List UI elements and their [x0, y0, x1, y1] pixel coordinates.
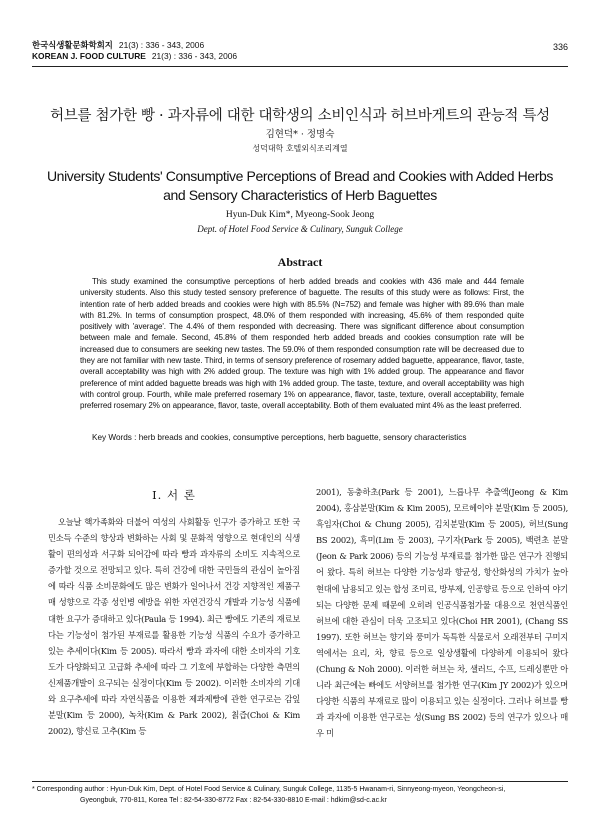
keywords-text: herb breads and cookies, consumptive perceptions, herb baguette, sensory characteristics [138, 433, 467, 442]
footnote-line1: * Corresponding author : Hyun-Duk Kim, Dept. of Hotel Food Service & Culinary, Sunguk College, 1135-5 Hwanam-ri, Sinnyeong-myeon, Yeongcheon-si, [32, 786, 506, 793]
body-text-left: 오늘날 핵가족화와 더불어 여성의 사회활동 인구가 증가하고 또한 국민소득 수준의 향상과 변화하는 사회 및 문화적 영향으로 현대인의 식생활이 편의성과 서구화 되어감에 따라 빵과 과자류의 소비도 지속적으로 증가할 것으로 전망되고 있다. 특히 건강에 대한 국민들의 관심이 높아짐에 따라 식품 소비문화에도 많은 변화가 일어나서 건강 지향적인 제품구매 성향으로 각종 성인병 예방을 위한 자연건강식 개발과 기능성 식품에 대한 요구가 증대하고 있다(Paula 등 1994). 최근 빵에도 기존의 재료보다는 기능성이 첨가된 부재료를 활용한 기능성 식품의 수요가 증가하고 있는 추세이다(Kim 등 2005). 따라서 빵과 과자에 대한 소비자의 기호도가 다양화되고 고급화 추세에 따라 그 기호에 부합하는 다양한 측면의 신제품개발이 요구되는 실정이다(Kim 등 2002). 이러한 소비자의 기대와 요구추세에 따라 자연식품을 이용한 제과제빵에 관한 연구로는 감잎분말(Kim 등 2000), 녹차(Kim & Park 2002), 칡즙(Choi & Kim 2002), 향신료 고추(Kim 등 [48, 517, 300, 737]
body-column-right [316, 484, 568, 742]
journal-volume-en: 21(3) : 336 - 343, 2006 [151, 51, 238, 61]
page-number: 336 [552, 42, 568, 52]
journal-name-kr: 한국식생활문화학회지 [32, 40, 113, 50]
footnote-line2: Gyeongbuk, 770-811, Korea Tel : 82-54-330-8772 Fax : 82-54-330-8810 E-mail : hdkim@sd-c.ac.kr [80, 797, 387, 804]
header-rule [32, 66, 568, 67]
keywords [92, 433, 540, 442]
abstract-text: This study examined the consumptive perceptions of herb added breads and cookies with 436 male and 444 female university students. Also this study tested sensory preference of baguette. The results of this study were as follows: First, the intention rate of herb added breads and cookies were high with 85.5% (N=752) and female was higher with 89.6% than male with 81.2%. In terms of consumption prospect, 48.0% of them responded with increasing, 45.6% of them responded quite positively with 'average'. The 4.4% of them responded with decreasing. There was significant difference about consumption between male and female. Second, 45.8% of them responded herb added breads and cookies consumption rate will be increased due to consumers are seeking new tastes. The 59.0% of them responded consumption rate will be decreased due to they are not familiar with new taste. Third, in terms of sensory preference of rosemary added baguette, appearance, flavor, taste, overall acceptability was high with 2% added group. The texture was high with 1% added group. The appearance and flavor preference of mint added baguette breads was high with 1% added group. The taste, texture, and overall acceptability was high with control group. Fourth, while male preferred rosemary 1% on appearance, flavor, taste, texture, overall acceptability, female preferred rosemary 2% on appearance, flavor, taste, overall acceptability. Both of them evaluated mint 4% as the least preferred. [80, 277, 524, 411]
authors-english: Hyun-Duk Kim*, Myeong-Sook Jeong [225, 210, 375, 220]
journal-name-en: KOREAN J. FOOD CULTURE [32, 51, 146, 61]
abstract-heading: Abstract [277, 255, 323, 269]
affiliation-korean: 성덕대학 호텔외식조리계열 [252, 144, 348, 153]
footnote [32, 784, 568, 806]
section-heading: I. 서 론 [152, 488, 196, 502]
footnote-rule [32, 781, 568, 782]
title-english [40, 167, 560, 205]
title-english-line1: University Students' Consumptive Perceptions of Bread and Cookies with Added Herbs [46, 168, 554, 184]
journal-header [32, 40, 237, 62]
affiliation-english: Dept. of Hotel Food Service & Culinary, Sunguk College [197, 224, 403, 234]
body-text-right: 2001), 동충하초(Park 등 2001), 느릅나무 추출액(Jeong & Kim 2004), 홍삼분말(Kim & Kim 2005), 모르헤이야 분말(Kim 등 2005), 흑임자(Choi & Chung 2005), 김치분말(Kim 등 2005), 허브(Sung BS 2002), 흑미(Lim 등 2003), 구기자(Park 등 2005), 백련초 분말(Jeon & Park 2006) 등의 기능성 부재료를 첨가한 많은 연구가 진행되어 왔다. 특히 허브는 다양한 기능성과 향균성, 항산화성의 가치가 높아 현대에 남용되고 있는 합성 조미료, 방부제, 인공향료 등으로 인하여 야기되는 다양한 문제 때문에 오히려 인공식품첨가물 대용으로 천연식품인 허브에 대한 관심이 더욱 고조되고 있다(Choi HR 2001), (Chang SS 1997). 또한 허브는 향기와 풍미가 독특한 식물로서 오래전부터 구미지역에서는 요리, 차, 향료 등으로 일상생활에 다양하게 이용되어 왔다(Chung & Noh 2000). 이러한 허브는 차, 샐러드, 수프, 드레싱뿐만 아니라 최근에는 빠에도 서양허브를 첨가한 연구(Kim JY 2002)가 있으며 다양한 식품의 부재료로 많이 이용되고 있는 실정이다. 그러나 허브를 빵과 과자에 이용한 연구로는 성(Sung BS 2002) 등의 연구가 있으나 매우 미 [316, 487, 568, 739]
journal-volume-kr: 21(3) : 336 - 343, 2006 [118, 40, 205, 50]
keywords-label: Key Words : [92, 433, 137, 442]
body-column-left [48, 484, 300, 739]
authors-korean: 김현덕* · 정명숙 [265, 129, 335, 140]
title-english-line2: and Sensory Characteristics of Herb Baguettes [163, 187, 437, 203]
title-korean: 허브를 첨가한 빵 · 과자류에 대한 대학생의 소비인식과 허브바게트의 관능적 특성 [50, 108, 550, 124]
